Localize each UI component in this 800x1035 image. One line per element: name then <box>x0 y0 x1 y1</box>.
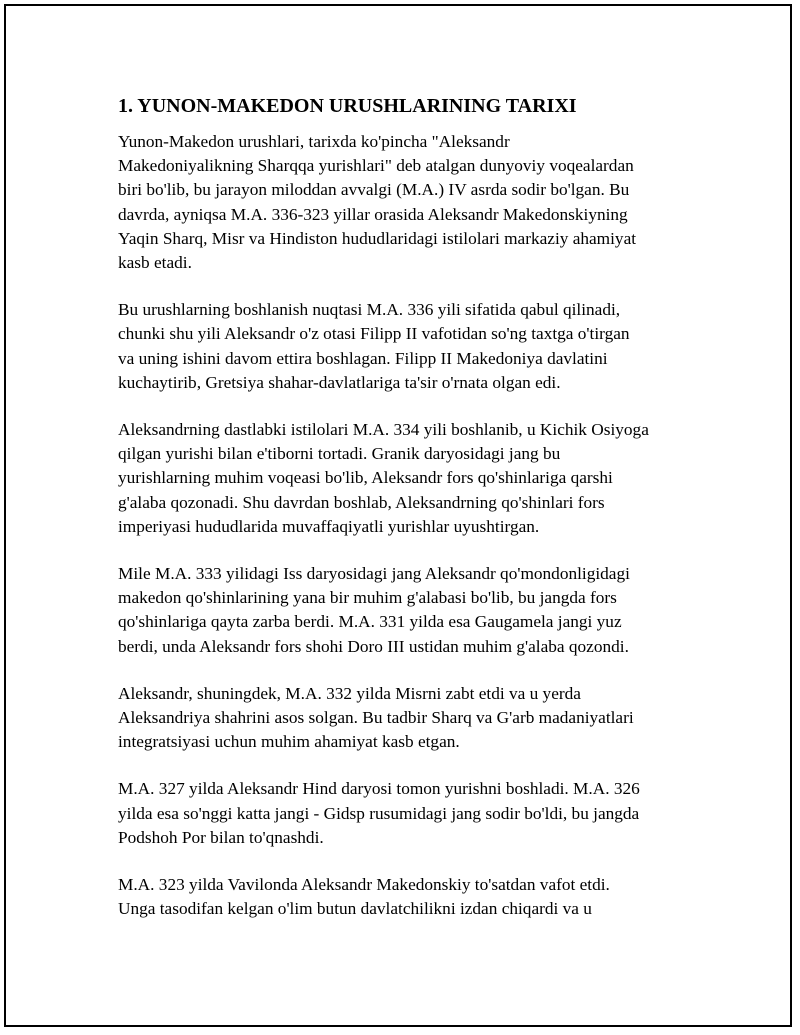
text-line: g'alaba qozonadi. Shu davrdan boshlab, Aleksandrning qo'shinlari fors <box>118 492 605 512</box>
text-line: kasb etadi. <box>118 253 192 273</box>
text-line: kuchaytirib, Gretsiya shahar-davlatlariga ta'sir o'rnata olgan edi. <box>118 372 561 392</box>
text-line: Makedoniyalikning Sharqqa yurishlari" deb atalgan dunyoviy voqealardan <box>118 156 634 176</box>
text-line: biri bo'lib, bu jarayon miloddan avvalgi (M.A.) IV asrda sodir bo'lgan. Bu <box>118 180 630 200</box>
paragraph-3 <box>118 418 698 539</box>
text-line: M.A. 327 yilda Aleksandr Hind daryosi tomon yurishni boshladi. M.A. 326 <box>118 779 640 799</box>
text-line: yurishlarning muhim voqeasi bo'lib, Aleksandr fors qo'shinlariga qarshi <box>118 468 613 488</box>
paragraph-2 <box>118 298 698 395</box>
text-line: Yaqin Sharq, Misr va Hindiston hududlaridagi istilolari markaziy ahamiyat <box>118 228 637 248</box>
text-line: makedon qo'shinlarining yana bir muhim g'alabasi bo'lib, bu jangda fors <box>118 588 617 608</box>
text-line: Aleksandr, shuningdek, M.A. 332 yilda Misrni zabt etdi va u yerda <box>118 683 581 703</box>
paragraph-5 <box>118 682 698 755</box>
text-line: imperiyasi hududlarida muvaffaqiyatli yurishlar uyushtirgan. <box>118 516 540 536</box>
paragraph-7 <box>118 873 698 921</box>
document-body <box>118 92 698 944</box>
text-line: chunki shu yili Aleksandr o'z otasi Filipp II vafotidan so'ng taxtga o'tirgan <box>118 324 630 344</box>
text-line: Unga tasodifan kelgan o'lim butun davlatchilikni izdan chiqardi va u <box>118 899 592 919</box>
text-line: M.A. 323 yilda Vavilonda Aleksandr Makedonskiy to'satdan vafot etdi. <box>118 875 610 895</box>
text-line: integratsiyasi uchun muhim ahamiyat kasb etgan. <box>118 732 460 752</box>
text-line: Podshoh Por bilan to'qnashdi. <box>118 827 324 847</box>
text-line: Bu urushlarning boshlanish nuqtasi M.A. 336 yili sifatida qabul qilinadi, <box>118 300 621 320</box>
text-line: qilgan yurishi bilan e'tiborni tortadi. Granik daryosidagi jang bu <box>118 444 561 464</box>
text-line: Mile M.A. 333 yilidagi Iss daryosidagi jang Aleksandr qo'mondonligidagi <box>118 564 630 584</box>
text-line: davrda, ayniqsa M.A. 336-323 yillar orasida Aleksandr Makedonskiyning <box>118 204 628 224</box>
text-line: Aleksandriya shahrini asos solgan. Bu tadbir Sharq va G'arb madaniyatlari <box>118 708 634 728</box>
paragraph-1 <box>118 130 698 275</box>
paragraph-6 <box>118 777 698 850</box>
text-line: Yunon-Makedon urushlari, tarixda ko'pincha "Aleksandr <box>118 132 510 151</box>
document-title: 1. YUNON-MAKEDON URUSHLARINING TARIXI <box>118 95 577 117</box>
text-line: qo'shinlariga qayta zarba berdi. M.A. 331 yilda esa Gaugamela jangi yuz <box>118 612 622 632</box>
text-line: Aleksandrning dastlabki istilolari M.A. 334 yili boshlanib, u Kichik Osiyoga <box>118 420 649 440</box>
paragraph-4 <box>118 562 698 659</box>
text-line: berdi, unda Aleksandr fors shohi Doro III ustidan muhim g'alaba qozondi. <box>118 636 629 656</box>
text-line: va uning ishini davom ettira boshlagan. Filipp II Makedoniya davlatini <box>118 348 608 368</box>
text-line: yilda esa so'nggi katta jangi - Gidsp rusumidagi jang sodir bo'ldi, bu jangda <box>118 803 640 823</box>
